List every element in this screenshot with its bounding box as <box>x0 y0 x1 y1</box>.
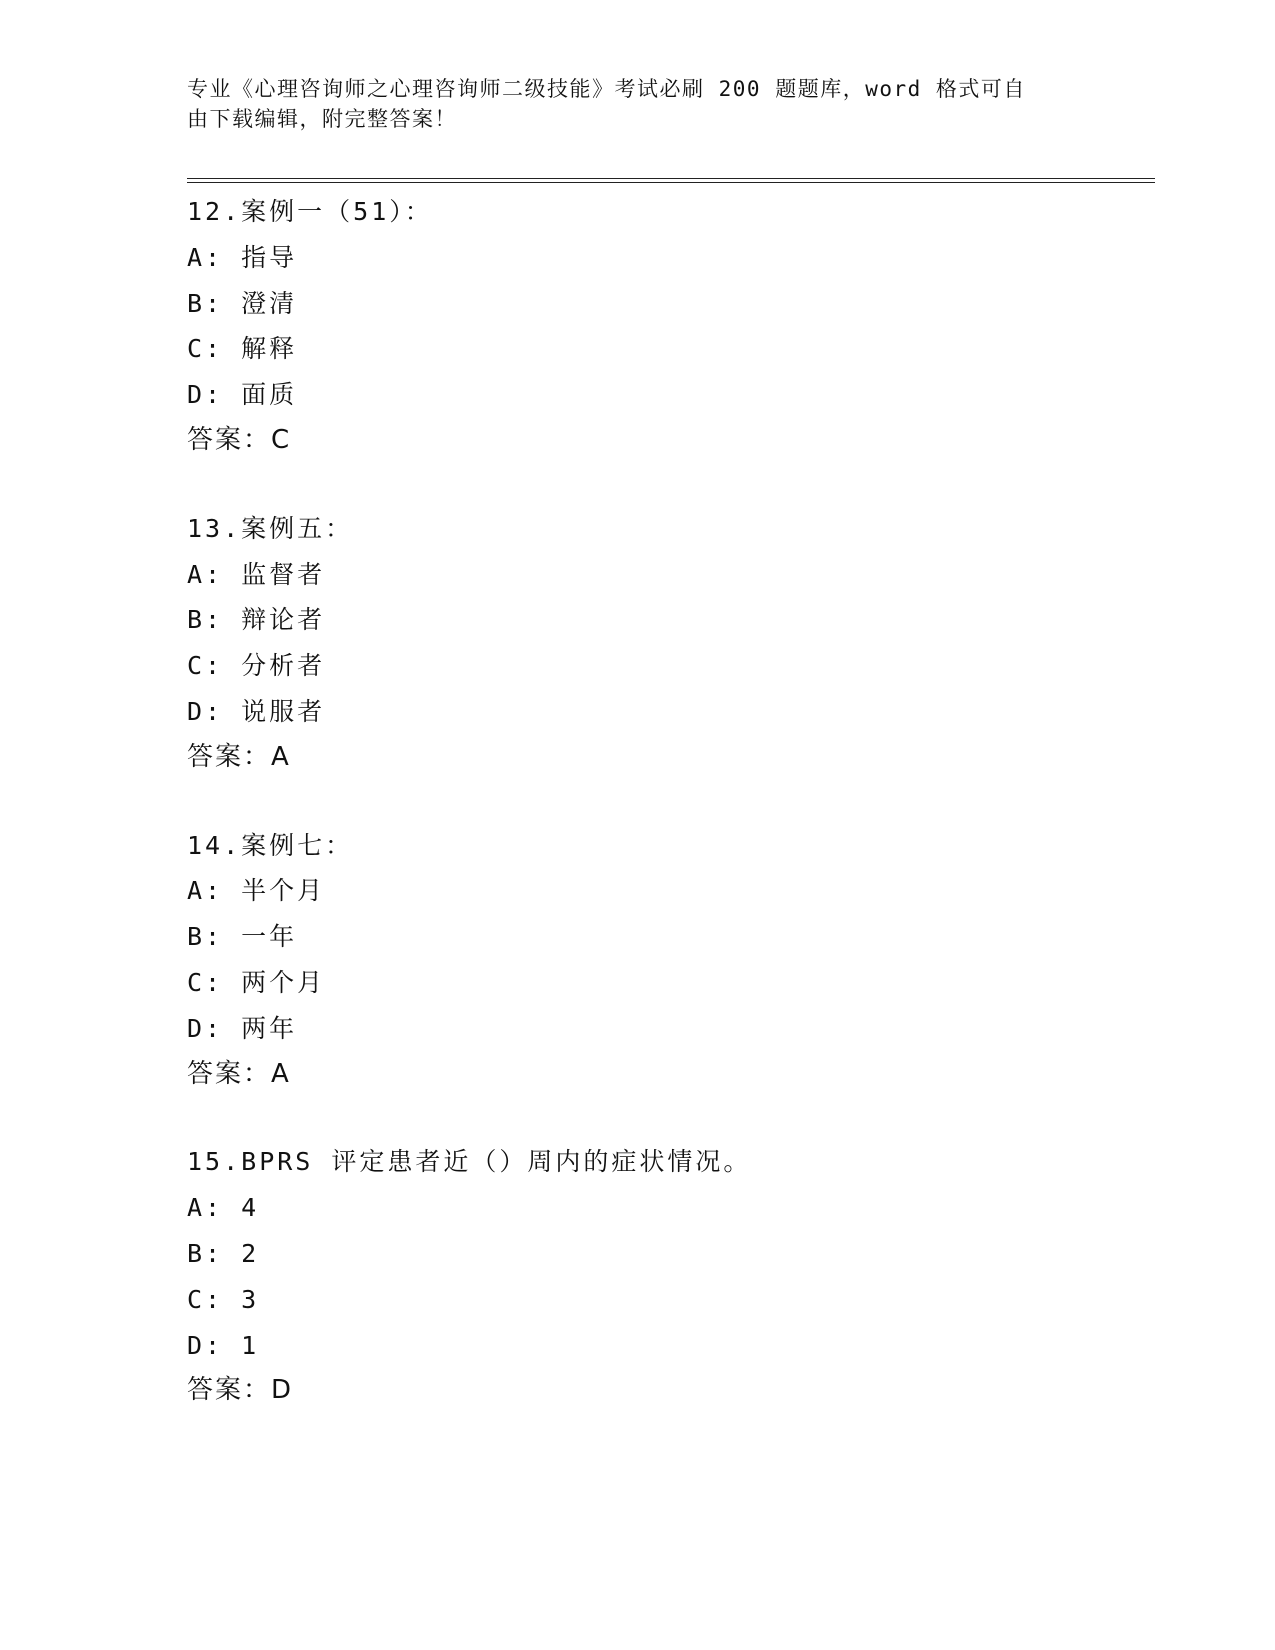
document-header <box>187 74 1067 134</box>
option-a: A: 4 <box>187 1193 260 1223</box>
answer-line <box>187 418 1155 464</box>
header-divider-bottom <box>187 182 1155 183</box>
option-a: A: 半个月 <box>187 876 326 906</box>
option-d: D: 两年 <box>187 1013 298 1043</box>
question-14 <box>187 823 1155 1098</box>
option-c: C: 两个月 <box>187 967 326 997</box>
header-line-1: 专业《心理咨询师之心理咨询师二级技能》考试必刷 200 题题库，word 格式可自 <box>187 77 1026 101</box>
option-a: A: 指导 <box>187 242 298 272</box>
question-list <box>187 189 1155 1456</box>
answer-label: 答案： <box>187 1058 272 1089</box>
question-15 <box>187 1139 1155 1414</box>
answer-line <box>187 1368 1155 1414</box>
option-c: C: 解释 <box>187 334 298 364</box>
question-13 <box>187 506 1155 781</box>
answer-label: 答案： <box>187 741 272 772</box>
option-b: B: 2 <box>187 1238 260 1268</box>
question-12 <box>187 189 1155 464</box>
option-c: C: 分析者 <box>187 651 326 681</box>
answer-value: C <box>271 424 291 455</box>
header-divider-top <box>187 178 1155 179</box>
answer-value: D <box>271 1375 293 1406</box>
option-c: C: 3 <box>187 1284 260 1314</box>
option-d: D: 1 <box>187 1330 260 1360</box>
option-b: B: 辩论者 <box>187 605 326 635</box>
answer-label: 答案： <box>187 1375 272 1406</box>
option-d: D: 说服者 <box>187 696 326 726</box>
option-b: B: 澄清 <box>187 288 298 318</box>
question-stem: 15.BPRS 评定患者近（）周内的症状情况。 <box>187 1147 752 1177</box>
answer-value: A <box>271 741 290 772</box>
answer-line <box>187 735 1155 781</box>
answer-line <box>187 1052 1155 1098</box>
header-line-2: 由下载编辑，附完整答案！ <box>187 107 457 131</box>
option-a: A: 监督者 <box>187 559 326 589</box>
question-stem: 13.案例五： <box>187 513 354 543</box>
question-stem: 14.案例七： <box>187 830 354 860</box>
option-b: B: 一年 <box>187 922 298 952</box>
option-d: D: 面质 <box>187 380 298 410</box>
answer-value: A <box>271 1058 290 1089</box>
answer-label: 答案： <box>187 424 272 455</box>
question-stem: 12.案例一（51）： <box>187 197 433 226</box>
